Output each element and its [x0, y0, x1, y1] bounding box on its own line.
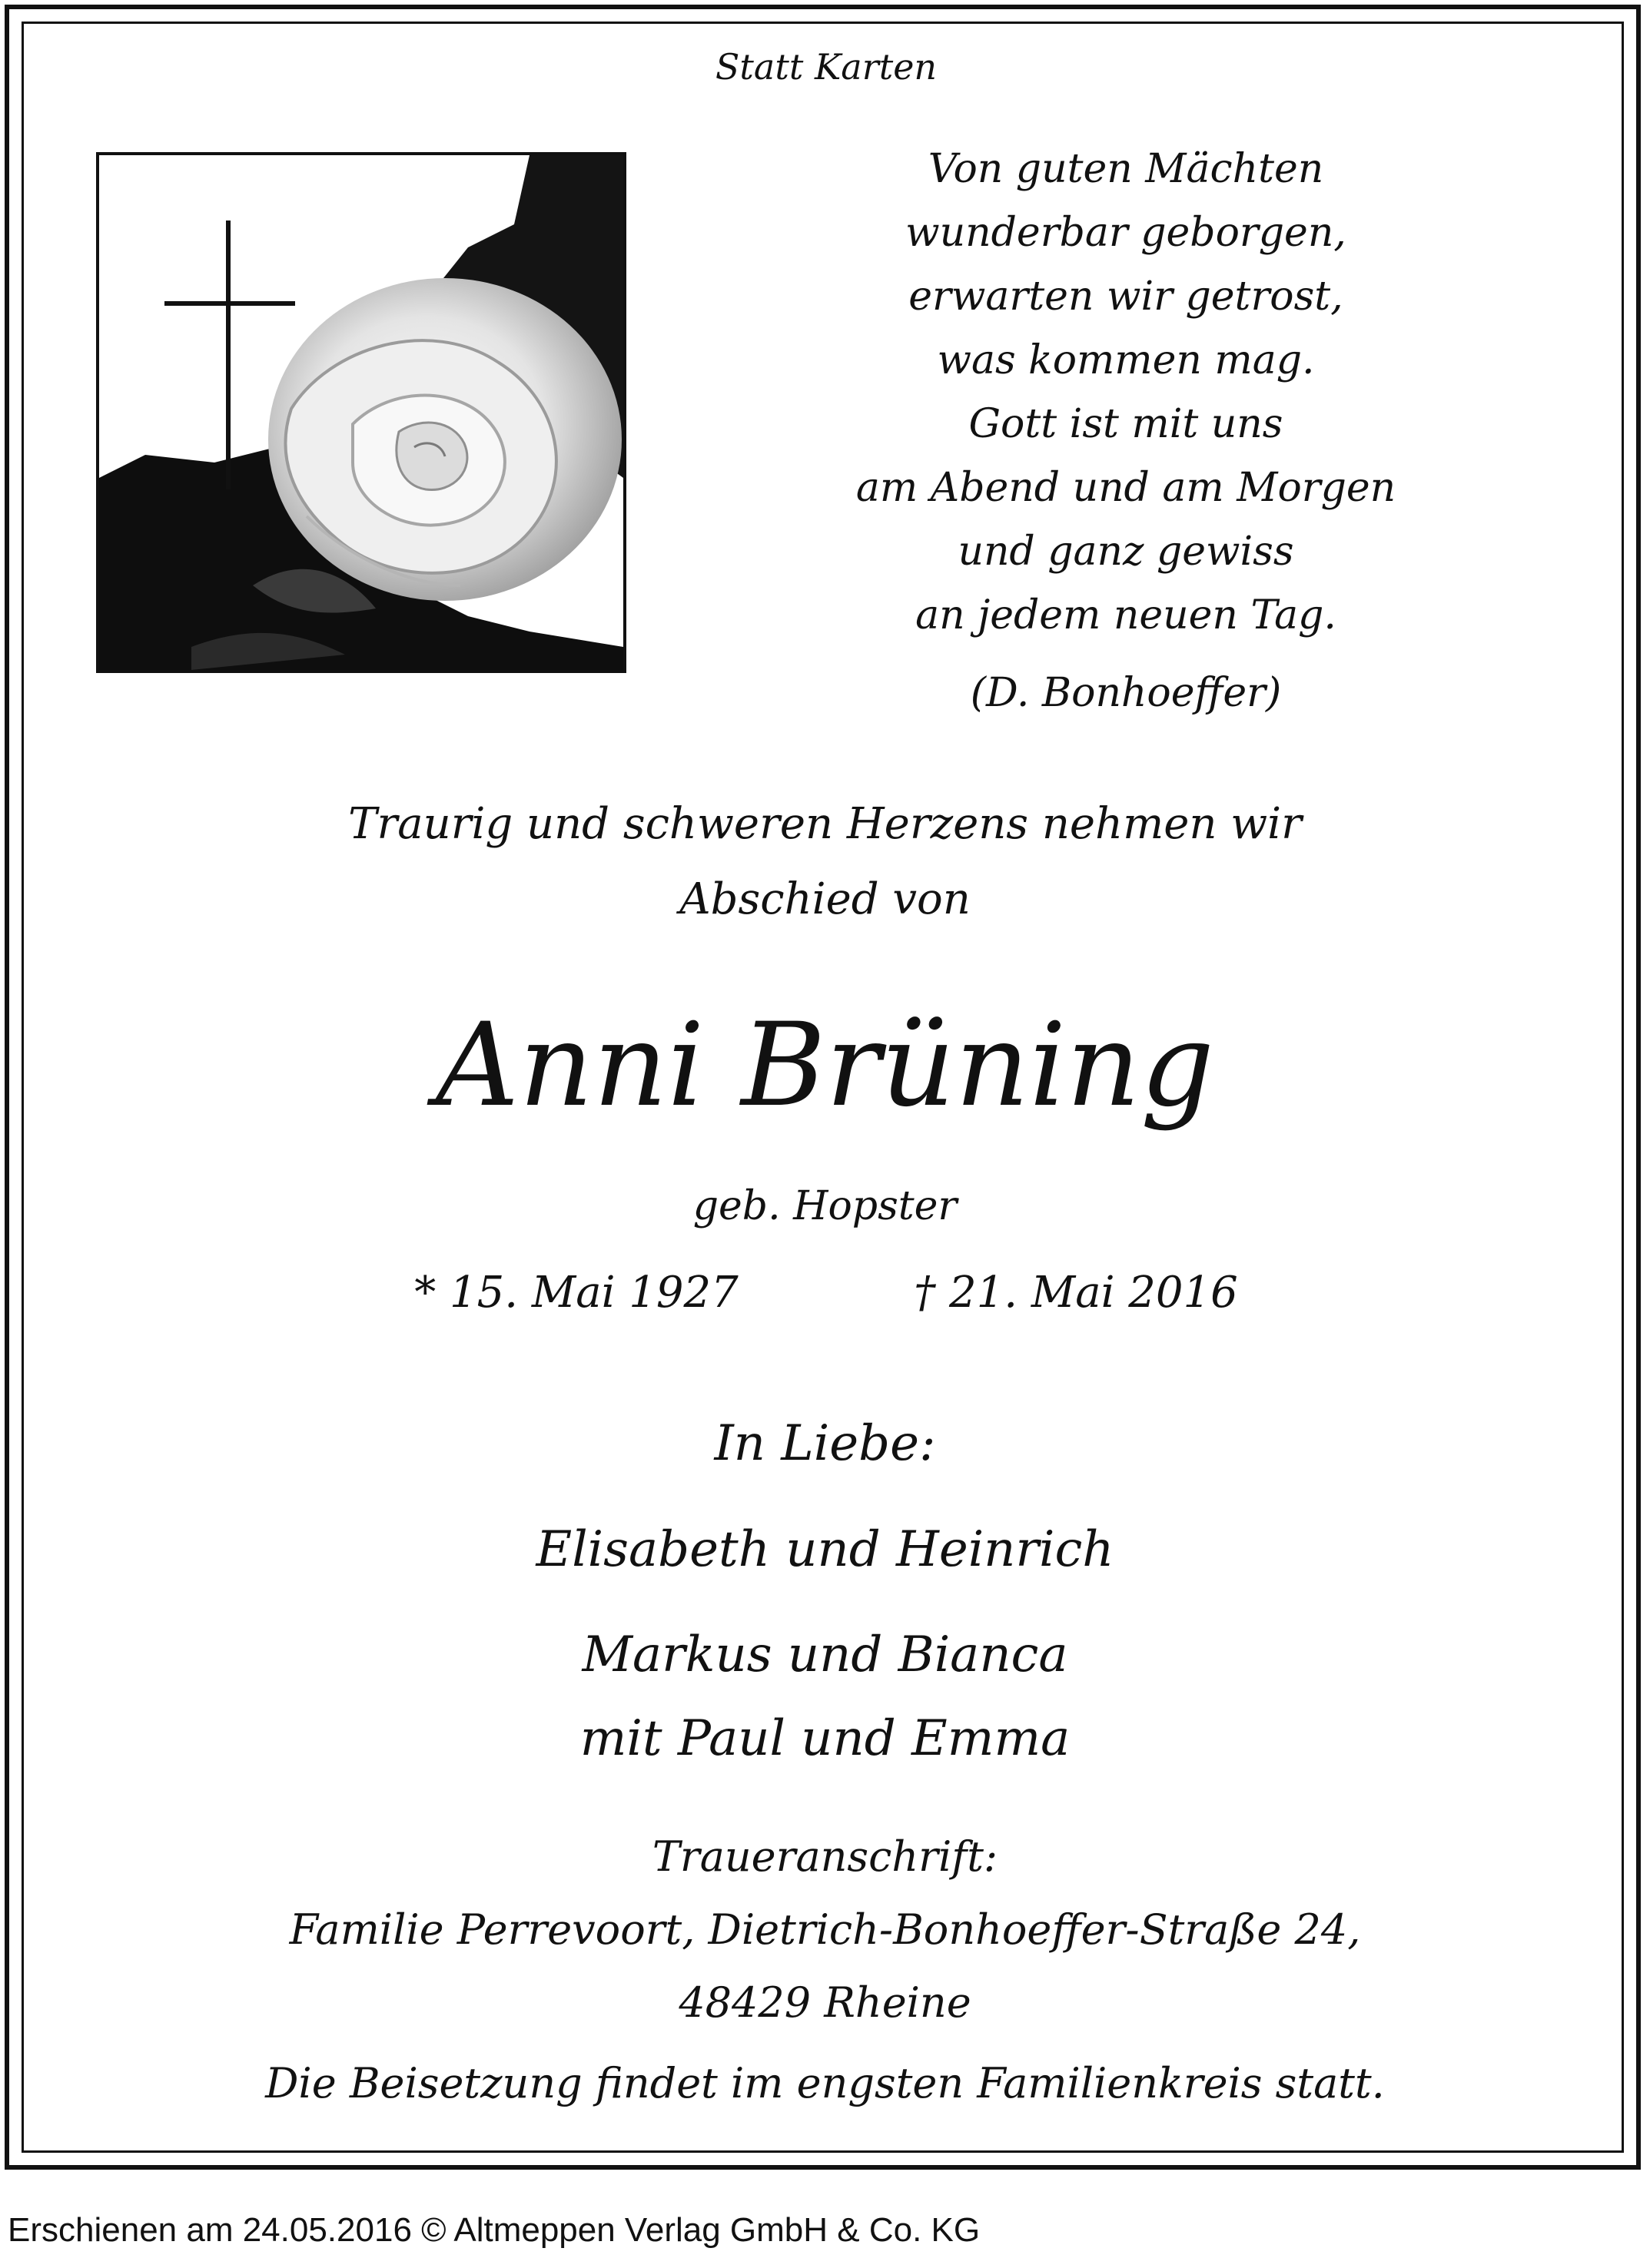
- poem-line-4: was kommen mag.: [937, 337, 1315, 383]
- statt-karten-text: Statt Karten: [715, 46, 938, 88]
- burial-note: Die Beisetzung findet im engsten Familienkreis statt.: [265, 2059, 1385, 2107]
- intro-line-2: Abschied von: [679, 874, 971, 924]
- death-date: † 21. Mai 2016: [914, 1268, 1238, 1318]
- birth-date: * 15. Mai 1927: [414, 1268, 739, 1318]
- mourners-heading: In Liebe:: [714, 1415, 936, 1472]
- poem-line-7: und ganz gewiss: [958, 529, 1294, 575]
- mourners-line-3: mit Paul und Emma: [579, 1710, 1071, 1767]
- mourners-line-1: Elisabeth und Heinrich: [536, 1521, 1114, 1578]
- poem-line-6: am Abend und am Morgen: [855, 465, 1396, 511]
- intro-line-1: Traurig und schweren Herzens nehmen wir: [348, 799, 1302, 849]
- address-line-2: 48429 Rheine: [679, 1978, 971, 2027]
- poem-line-3: erwarten wir getrost,: [908, 274, 1343, 320]
- cross-rose-icon: [99, 155, 623, 670]
- address-line-1: Familie Perrevoort, Dietrich-Bonhoeffer-Straße 24,: [289, 1905, 1361, 1954]
- deceased-name: Anni Brüning: [436, 999, 1214, 1132]
- publication-footer: Erschienen am 24.05.2016 © Altmeppen Verlag GmbH & Co. KG: [8, 2211, 981, 2249]
- poem-author: (D. Bonhoeffer): [970, 670, 1282, 716]
- poem-line-8: an jedem neuen Tag.: [915, 592, 1336, 638]
- cross-and-rose-photo: [96, 152, 626, 673]
- address-heading: Traueranschrift:: [652, 1832, 998, 1881]
- maiden-name: geb. Hopster: [692, 1183, 958, 1229]
- poem-line-1: Von guten Mächten: [928, 146, 1324, 192]
- poem-line-2: wunderbar geborgen,: [905, 210, 1346, 256]
- mourners-line-2: Markus und Bianca: [582, 1626, 1068, 1683]
- poem-line-5: Gott ist mit uns: [968, 401, 1283, 447]
